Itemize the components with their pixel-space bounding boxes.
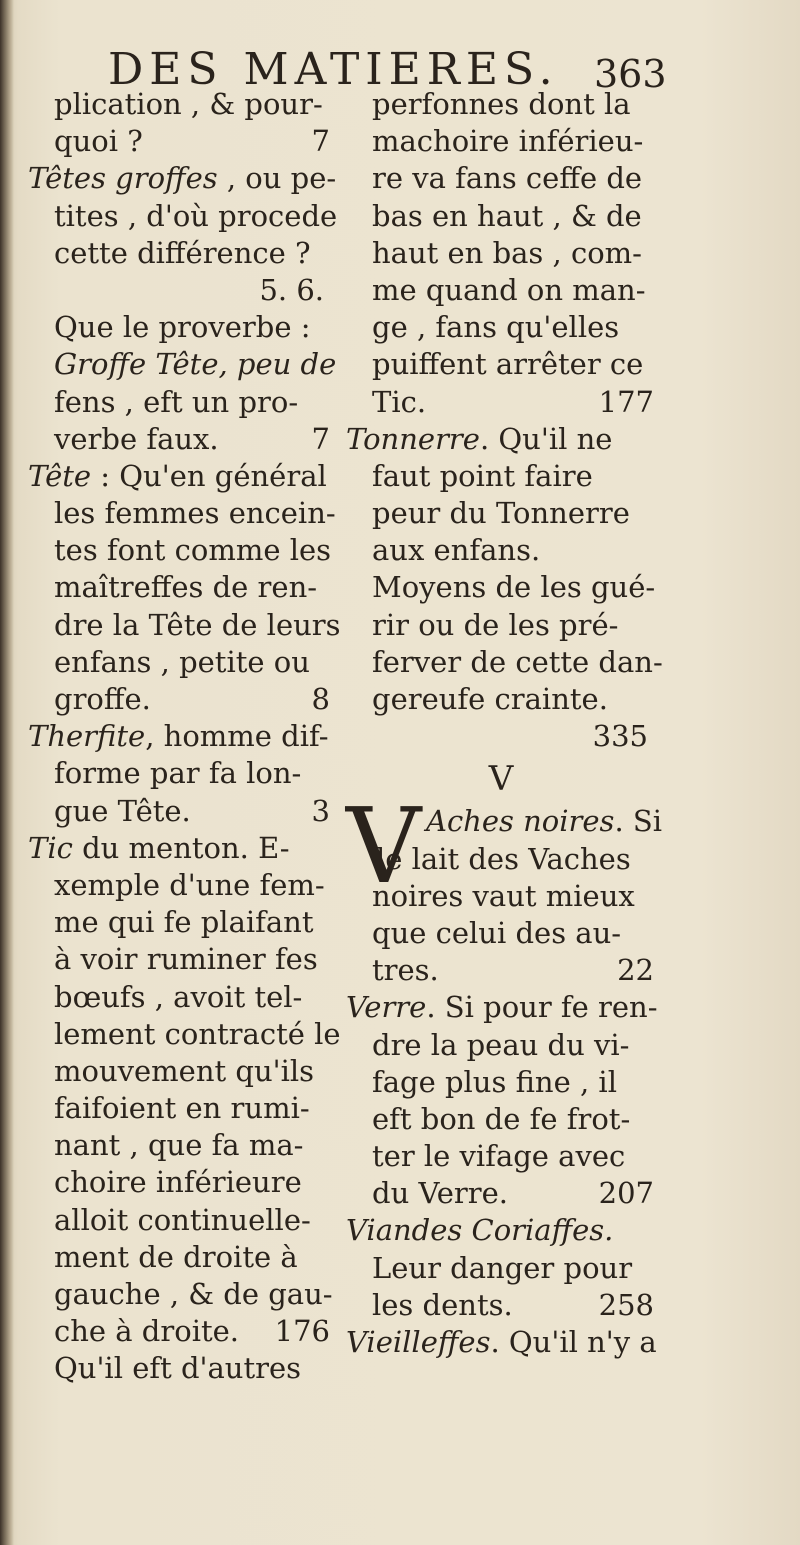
right-column-entries-v [346,878,656,1361]
index-line [28,607,341,644]
index-line [346,421,656,458]
index-line [28,569,332,606]
entry-text: faifoient en rumi- [54,1091,310,1126]
index-line [28,1164,332,1201]
index-line [346,681,656,718]
right-column-entries-t [346,86,663,755]
entry-text: eft bon de fe frot- [372,1101,631,1136]
entry-text: forme par fa lon- [54,756,302,791]
index-line [28,830,332,867]
index-line [28,198,338,235]
index-line [346,384,656,421]
index-line [28,867,332,904]
index-line [346,607,656,644]
entry-heading: Tête [28,458,92,493]
entry-text: . Si [614,804,663,839]
page-reference: 176 [274,1314,330,1349]
page-number: 363 [594,52,667,96]
entry-text: machoire inférieu- [372,124,644,159]
index-line [28,1090,332,1127]
entry-text: cette différence ? [54,235,311,270]
entry-text: lement contracté le [54,1016,341,1051]
entry-text: choire inférieure [54,1165,302,1200]
entry-heading: Tonnerre [346,421,480,456]
index-column-left [28,86,341,1388]
index-line [28,421,332,458]
entry-text: tites , d'où procede [54,198,338,233]
entry-text: noires vaut mieux [372,878,635,913]
dropcap-line-2: le lait des Vaches [376,841,631,876]
index-line [28,160,337,197]
index-line [28,718,332,755]
index-line [28,1127,332,1164]
index-line [28,1313,332,1350]
entry-text: tres. [372,953,439,988]
index-line [346,532,656,569]
index-line [28,979,332,1016]
entry-text: fens , eft un pro- [54,384,299,419]
entry-text: fage plus fine , il [372,1064,617,1099]
index-line [346,309,656,346]
entry-text: groffe. [54,682,151,716]
entry-text: du menton. E- [72,830,290,865]
entry-text: alloit continuelle- [54,1202,311,1237]
index-line [346,458,656,495]
index-line [346,718,656,755]
index-line [346,198,656,235]
page-reference: 207 [598,1176,654,1211]
entry-text: quoi ? [54,124,143,159]
entry-text: bœufs , avoit tel- [54,979,303,1014]
entry-text: maîtreffes de ren- [54,570,318,605]
index-line [346,915,656,952]
entry-text: re va fans ceffe de [372,161,643,196]
index-line [346,272,656,309]
index-line [346,878,656,915]
entry-text: plication , & pour- [54,87,323,121]
entry-text: du Verre. [372,1176,509,1211]
index-line [28,532,332,569]
index-line [28,1276,332,1313]
index-line [28,1202,332,1239]
entry-text: ter le vifage avec [372,1139,626,1174]
page-gutter-shadow [0,0,14,1545]
entry-text: bas en haut , & de [372,198,642,233]
entry-text: Groffe Tête, peu de [54,347,337,382]
index-line [28,495,336,532]
index-line [346,235,656,272]
index-line [346,123,656,160]
entry-text: ge , fans qu'elles [372,310,620,345]
entry-text: Que le proverbe : [54,310,311,345]
index-line [28,941,332,978]
entry-text: , homme dif- [145,719,329,754]
page-reference: 22 [617,953,654,988]
index-column-right [346,86,663,1361]
entry-text: faut point faire [372,458,593,493]
page-reference: 8 [311,682,330,716]
entry-heading: Aches noires [426,804,615,839]
entry-text: les femmes encein- [54,496,336,531]
index-line [346,1064,656,1101]
entry-text: perfonnes dont la [372,87,631,121]
entry-text: haut en bas , com- [372,235,642,270]
entry-heading: Verre [346,990,427,1025]
entry-text: Moyens de les gué- [372,570,656,605]
dropcap-letter: V [346,785,422,908]
entry-text: 5. 6. [259,272,324,307]
index-line [346,1101,656,1138]
index-line [28,123,332,160]
index-line [346,952,656,989]
index-line [28,235,332,272]
index-line [28,755,332,792]
page-reference: 7 [311,421,330,456]
entry-text: à voir ruminer fes [54,942,318,977]
entry-text: che à droite. [54,1314,240,1349]
entry-heading: Therfite [28,719,146,754]
index-line [28,309,332,346]
entry-text: xemple d'une fem- [54,867,325,902]
entry-text: . Qu'il ne [479,421,613,456]
page-reference: 258 [598,1287,654,1322]
entry-text: peur du Tonnerre [372,496,630,531]
index-line [346,569,656,606]
index-line [28,904,332,941]
index-line [346,1212,656,1249]
entry-text: gue Tête. [54,793,191,828]
entry-text: puiffent arrêter ce [372,347,644,382]
index-line [28,644,332,681]
page-reference: 3 [311,793,330,828]
entry-text: nant , que fa ma- [54,1128,304,1163]
entry-text: gereufe crainte. [372,682,608,716]
entry-text: dre la peau du vi- [372,1027,630,1062]
entry-text: rir ou de les pré- [372,607,619,642]
entry-text: les dents. [372,1287,513,1322]
index-line [28,346,337,383]
index-line [346,1027,656,1064]
entry-text: me quand on man- [372,272,646,307]
entry-heading: Viandes Coriaffes. [346,1213,614,1248]
index-line [346,644,663,681]
index-line [346,495,656,532]
index-line [28,272,332,309]
index-line [28,793,332,830]
index-line [346,346,656,383]
entry-text: : Qu'en général [91,458,327,493]
entry-text: aux enfans. [372,533,541,568]
index-line [28,1016,341,1053]
entry-text: mouvement qu'ils [54,1053,315,1088]
entry-heading: Vieilleffes [346,1325,491,1360]
section-letter: V [488,759,514,800]
index-line [28,1053,332,1090]
entry-text: , ou pe- [217,161,337,196]
entry-text: 335 [592,719,648,754]
entry-text: me qui fe plaifant [54,905,314,940]
index-line [346,86,656,123]
entry-heading: Tic [28,830,73,865]
dropcap-line-1 [426,803,662,840]
page-reference: 7 [311,124,330,159]
entry-text: . Si pour fe ren- [426,990,658,1025]
entry-text: gauche , & de gau- [54,1277,333,1311]
index-line [28,86,332,123]
entry-text: enfans , petite ou [54,644,310,679]
index-line [346,1175,656,1212]
entry-text: dre la Tête de leurs [54,607,341,642]
index-line [28,384,332,421]
entry-text: Tic. [372,384,427,419]
index-line [346,1250,656,1287]
index-line [28,1239,332,1276]
entry-heading: Têtes groffes [28,161,218,196]
entry-text: ment de droite à [54,1239,298,1274]
entry-text: . Qu'il n'y a [490,1325,657,1360]
index-line [346,1324,656,1361]
index-line [346,160,656,197]
page-reference: 177 [598,384,654,419]
index-line [346,1287,656,1324]
entry-text: que celui des au- [372,915,622,950]
entry-text: Qu'il eft d'autres [54,1351,302,1386]
entry-text: ferver de cette dan- [372,644,663,679]
entry-text: verbe faux. [54,421,219,456]
index-line [28,1350,332,1387]
index-line [28,458,332,495]
entry-text: Leur danger pour [372,1250,633,1285]
index-line [346,1138,656,1175]
running-head: DES MATIERES. [108,44,559,95]
index-line [28,681,332,718]
index-line [346,989,656,1026]
entry-text: tes font comme les [54,533,332,568]
